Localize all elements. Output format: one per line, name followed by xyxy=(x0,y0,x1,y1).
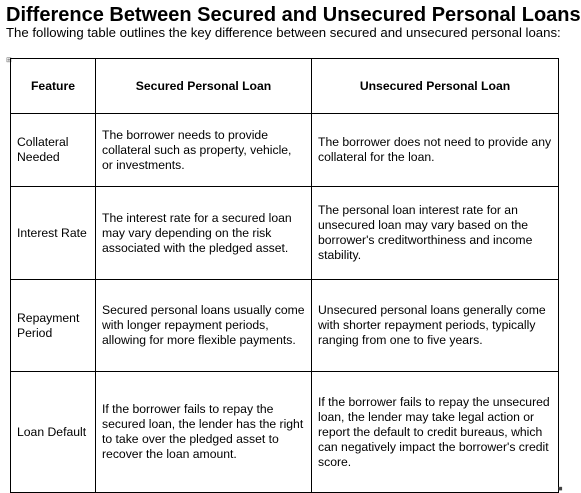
row-unsecured-cell: If the borrower fails to repay the unsecured loan, the lender may take legal action or report the default to credit bureaus, which can negatively impact the borrower's credit score. xyxy=(312,372,559,493)
table-row xyxy=(11,280,559,372)
table-header-row xyxy=(11,59,559,114)
table-move-handle-icon[interactable]: ⊞ xyxy=(6,57,12,64)
row-secured-cell: The borrower needs to provide collateral such as property, vehicle, or investments. xyxy=(96,114,312,187)
row-secured-cell: Secured personal loans usually come with longer repayment periods, allowing for more flexible payments. xyxy=(96,280,312,372)
header-unsecured-loan: Unsecured Personal Loan xyxy=(312,59,559,114)
row-unsecured-cell: The borrower does not need to provide any collateral for the loan. xyxy=(312,114,559,187)
header-feature: Feature xyxy=(11,59,96,114)
row-secured-cell: The interest rate for a secured loan may vary depending on the risk associated with the pledged asset. xyxy=(96,187,312,280)
table-row xyxy=(11,372,559,493)
table-resize-handle-icon[interactable]: ◾ xyxy=(556,486,565,493)
table-row xyxy=(11,187,559,280)
header-secured-loan: Secured Personal Loan xyxy=(96,59,312,114)
row-secured-cell: If the borrower fails to repay the secured loan, the lender has the right to take over the pledged asset to recover the loan amount. xyxy=(96,372,312,493)
page-subtitle: The following table outlines the key difference between secured and unsecured personal loans: xyxy=(6,25,561,40)
table-row xyxy=(11,114,559,187)
row-feature-cell: Loan Default xyxy=(11,372,96,493)
comparison-table xyxy=(10,58,559,493)
row-feature-cell: Collateral Needed xyxy=(11,114,96,187)
row-feature-cell: Repayment Period xyxy=(11,280,96,372)
page-title: Difference Between Secured and Unsecured Personal Loans xyxy=(6,4,581,26)
row-unsecured-cell: Unsecured personal loans generally come with shorter repayment periods, typically ranging from one to five years. xyxy=(312,280,559,372)
row-feature-cell: Interest Rate xyxy=(11,187,96,280)
row-unsecured-cell: The personal loan interest rate for an unsecured loan may vary based on the borrower's creditworthiness and income stability. xyxy=(312,187,559,280)
